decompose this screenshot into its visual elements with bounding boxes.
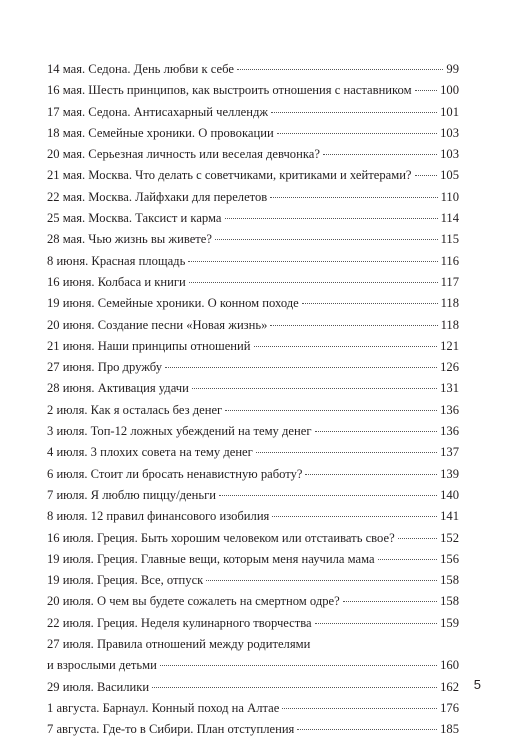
toc-entry <box>47 549 459 570</box>
toc-entry-title: 18 мая. Семейные хроники. О провокации <box>47 125 274 140</box>
dot-leader <box>152 686 437 688</box>
toc-entry <box>47 102 459 123</box>
toc-entry-title: 7 июля. Я люблю пиццу/деньги <box>47 487 216 502</box>
dot-leader <box>297 728 437 730</box>
toc-entry-title: 19 июля. Греция. Все, отпуск <box>47 573 204 588</box>
toc-entry-page: 185 <box>440 722 459 737</box>
dot-leader <box>270 324 437 326</box>
toc-entry-page: 136 <box>440 402 459 417</box>
toc-entry <box>47 187 459 208</box>
toc-entry-title: 19 июня. Семейные хроники. О конном походе <box>47 296 299 311</box>
toc-entry-page: 137 <box>440 445 459 460</box>
toc-entry-page: 141 <box>440 509 459 524</box>
toc-entry-page: 126 <box>440 360 459 375</box>
dot-leader <box>323 153 437 155</box>
toc-entry-title: 21 мая. Москва. Что делать с советчиками, критиками и хейтерами? <box>47 168 412 183</box>
toc-entry-page: 115 <box>440 232 459 247</box>
toc-entry-page: 136 <box>440 424 459 439</box>
toc-entry-title: 27 июля. Правила отношений между родителями <box>47 637 311 652</box>
dot-leader <box>206 579 437 581</box>
toc-entry <box>47 229 459 250</box>
toc-entry <box>47 634 459 677</box>
dot-leader <box>237 68 443 70</box>
toc-entry-page: 139 <box>440 466 459 481</box>
toc-entry-title: 27 июня. Про дружбу <box>47 360 162 375</box>
toc-entry-title: 3 июля. Топ-12 ложных убеждений на тему денег <box>47 424 312 439</box>
toc-entry-page: 121 <box>440 338 459 353</box>
toc-entry-page: 160 <box>440 658 459 673</box>
dot-leader <box>415 89 438 91</box>
toc-entry-title: 1 августа. Барнаул. Конный поход на Алтае <box>47 700 280 715</box>
toc-entry <box>47 719 459 740</box>
toc-entry-title: 4 июля. 3 плохих совета на тему денег <box>47 445 253 460</box>
dot-leader <box>225 409 437 411</box>
toc-entry <box>47 421 459 442</box>
page-number: 5 <box>473 677 481 692</box>
toc-entry-page: 105 <box>440 168 459 183</box>
toc-entry <box>47 613 459 634</box>
toc-entry-page: 118 <box>440 317 459 332</box>
toc-entry-title: 22 июля. Греция. Неделя кулинарного творчества <box>47 615 312 630</box>
dot-leader <box>256 451 437 453</box>
toc-entry-page: 103 <box>440 125 459 140</box>
dot-leader <box>189 281 438 283</box>
dot-leader <box>165 366 437 368</box>
toc-entry-title: 14 мая. Седона. День любви к себе <box>47 62 234 76</box>
toc-entry-page: 103 <box>440 147 459 162</box>
dot-leader <box>277 132 437 134</box>
dot-leader <box>282 707 437 709</box>
toc-entry <box>47 123 459 144</box>
toc-entry <box>47 528 459 549</box>
dot-leader <box>160 664 437 666</box>
toc-entry-page: 110 <box>440 189 459 204</box>
toc-entry-page: 152 <box>440 530 459 545</box>
toc-entry-title: 2 июля. Как я осталась без денег <box>47 402 223 417</box>
dot-leader <box>219 494 437 496</box>
toc-entry <box>47 591 459 612</box>
toc-entry-title: 20 июня. Создание песни «Новая жизнь» <box>47 317 268 332</box>
toc-entry <box>47 59 459 80</box>
toc-entry-title: 16 мая. Шесть принципов, как выстроить отношения с наставником <box>47 83 412 98</box>
toc-entry <box>47 208 459 229</box>
dot-leader <box>343 600 437 602</box>
toc-entry <box>47 677 459 698</box>
toc-entry <box>47 315 459 336</box>
toc-entry <box>47 272 459 293</box>
toc-entry-page: 156 <box>440 551 459 566</box>
toc-entry <box>47 80 459 101</box>
toc-entry <box>47 570 459 591</box>
toc-entry-title: 17 мая. Седона. Антисахарный челлендж <box>47 104 269 119</box>
toc-entry <box>47 400 459 421</box>
toc-entry <box>47 506 459 527</box>
toc-entry-page: 118 <box>440 296 459 311</box>
toc-entry <box>47 336 459 357</box>
toc-entry-page: 117 <box>440 274 459 289</box>
dot-leader <box>398 537 437 539</box>
dot-leader <box>378 558 438 560</box>
toc-entry-page: 116 <box>440 253 459 268</box>
toc-entry-page: 100 <box>440 83 459 98</box>
toc-entry-page: 140 <box>440 487 459 502</box>
toc-entry-title: 20 мая. Серьезная личность или веселая девчонка? <box>47 147 320 162</box>
dot-leader <box>315 622 437 624</box>
toc-entry-page: 101 <box>440 104 459 119</box>
toc-entry-title-continued: и взрослыми детьми <box>47 658 157 673</box>
dot-leader <box>254 345 438 347</box>
toc-entries <box>47 59 459 634</box>
toc-entry-page: 158 <box>440 573 459 588</box>
toc-entry-title: 16 июня. Колбаса и книги <box>47 274 186 289</box>
toc-entry-title: 21 июня. Наши принципы отношений <box>47 338 251 353</box>
dot-leader <box>302 302 438 304</box>
toc-entry-page: 159 <box>440 615 459 630</box>
dot-leader <box>225 217 438 219</box>
toc-entry-page: 131 <box>440 381 459 396</box>
toc-entry-title: 8 июня. Красная площадь <box>47 253 186 268</box>
toc-entry <box>47 293 459 314</box>
dot-leader <box>271 111 437 113</box>
toc-entry-title: 28 июня. Активация удачи <box>47 381 189 396</box>
toc-entry-title: 29 июля. Василики <box>47 679 150 694</box>
dot-leader <box>192 387 437 389</box>
toc-entry <box>47 485 459 506</box>
toc-entry <box>47 378 459 399</box>
toc-entry-title: 16 июля. Греция. Быть хорошим человеком или отстаивать свое? <box>47 530 395 545</box>
toc-entries-tail <box>47 677 459 741</box>
toc-entry-continuation <box>47 655 459 676</box>
toc-entry-title: 28 мая. Чью жизнь вы живете? <box>47 232 212 247</box>
toc-entry-title: 7 августа. Где-то в Сибири. План отступления <box>47 722 295 737</box>
toc-entry-title: 20 июля. О чем вы будете сожалеть на смертном одре? <box>47 594 340 609</box>
toc-entry-page: 158 <box>440 594 459 609</box>
dot-leader <box>415 174 438 176</box>
toc-entry-page: 162 <box>440 679 459 694</box>
toc-entry <box>47 698 459 719</box>
table-of-contents <box>47 59 459 741</box>
toc-entry-title: 25 мая. Москва. Таксист и карма <box>47 211 222 226</box>
toc-entry <box>47 165 459 186</box>
toc-entry-title: 22 мая. Москва. Лайфхаки для перелетов <box>47 189 268 204</box>
dot-leader <box>215 238 438 240</box>
toc-entry-page: 99 <box>446 62 459 76</box>
dot-leader <box>272 515 437 517</box>
dot-leader <box>270 196 437 198</box>
dot-leader <box>305 473 437 475</box>
dot-leader <box>188 260 437 262</box>
toc-entry-title: 6 июля. Стоит ли бросать ненавистную работу? <box>47 466 303 481</box>
toc-entry <box>47 357 459 378</box>
toc-entry <box>47 442 459 463</box>
toc-entry-title: 8 июля. 12 правил финансового изобилия <box>47 509 270 524</box>
toc-entry-page: 176 <box>440 700 459 715</box>
toc-entry-title: 19 июля. Греция. Главные вещи, которым меня научила мама <box>47 551 375 566</box>
dot-leader <box>315 430 438 432</box>
toc-entry <box>47 144 459 165</box>
toc-entry <box>47 251 459 272</box>
toc-entry-page: 114 <box>440 211 459 226</box>
toc-entry <box>47 464 459 485</box>
